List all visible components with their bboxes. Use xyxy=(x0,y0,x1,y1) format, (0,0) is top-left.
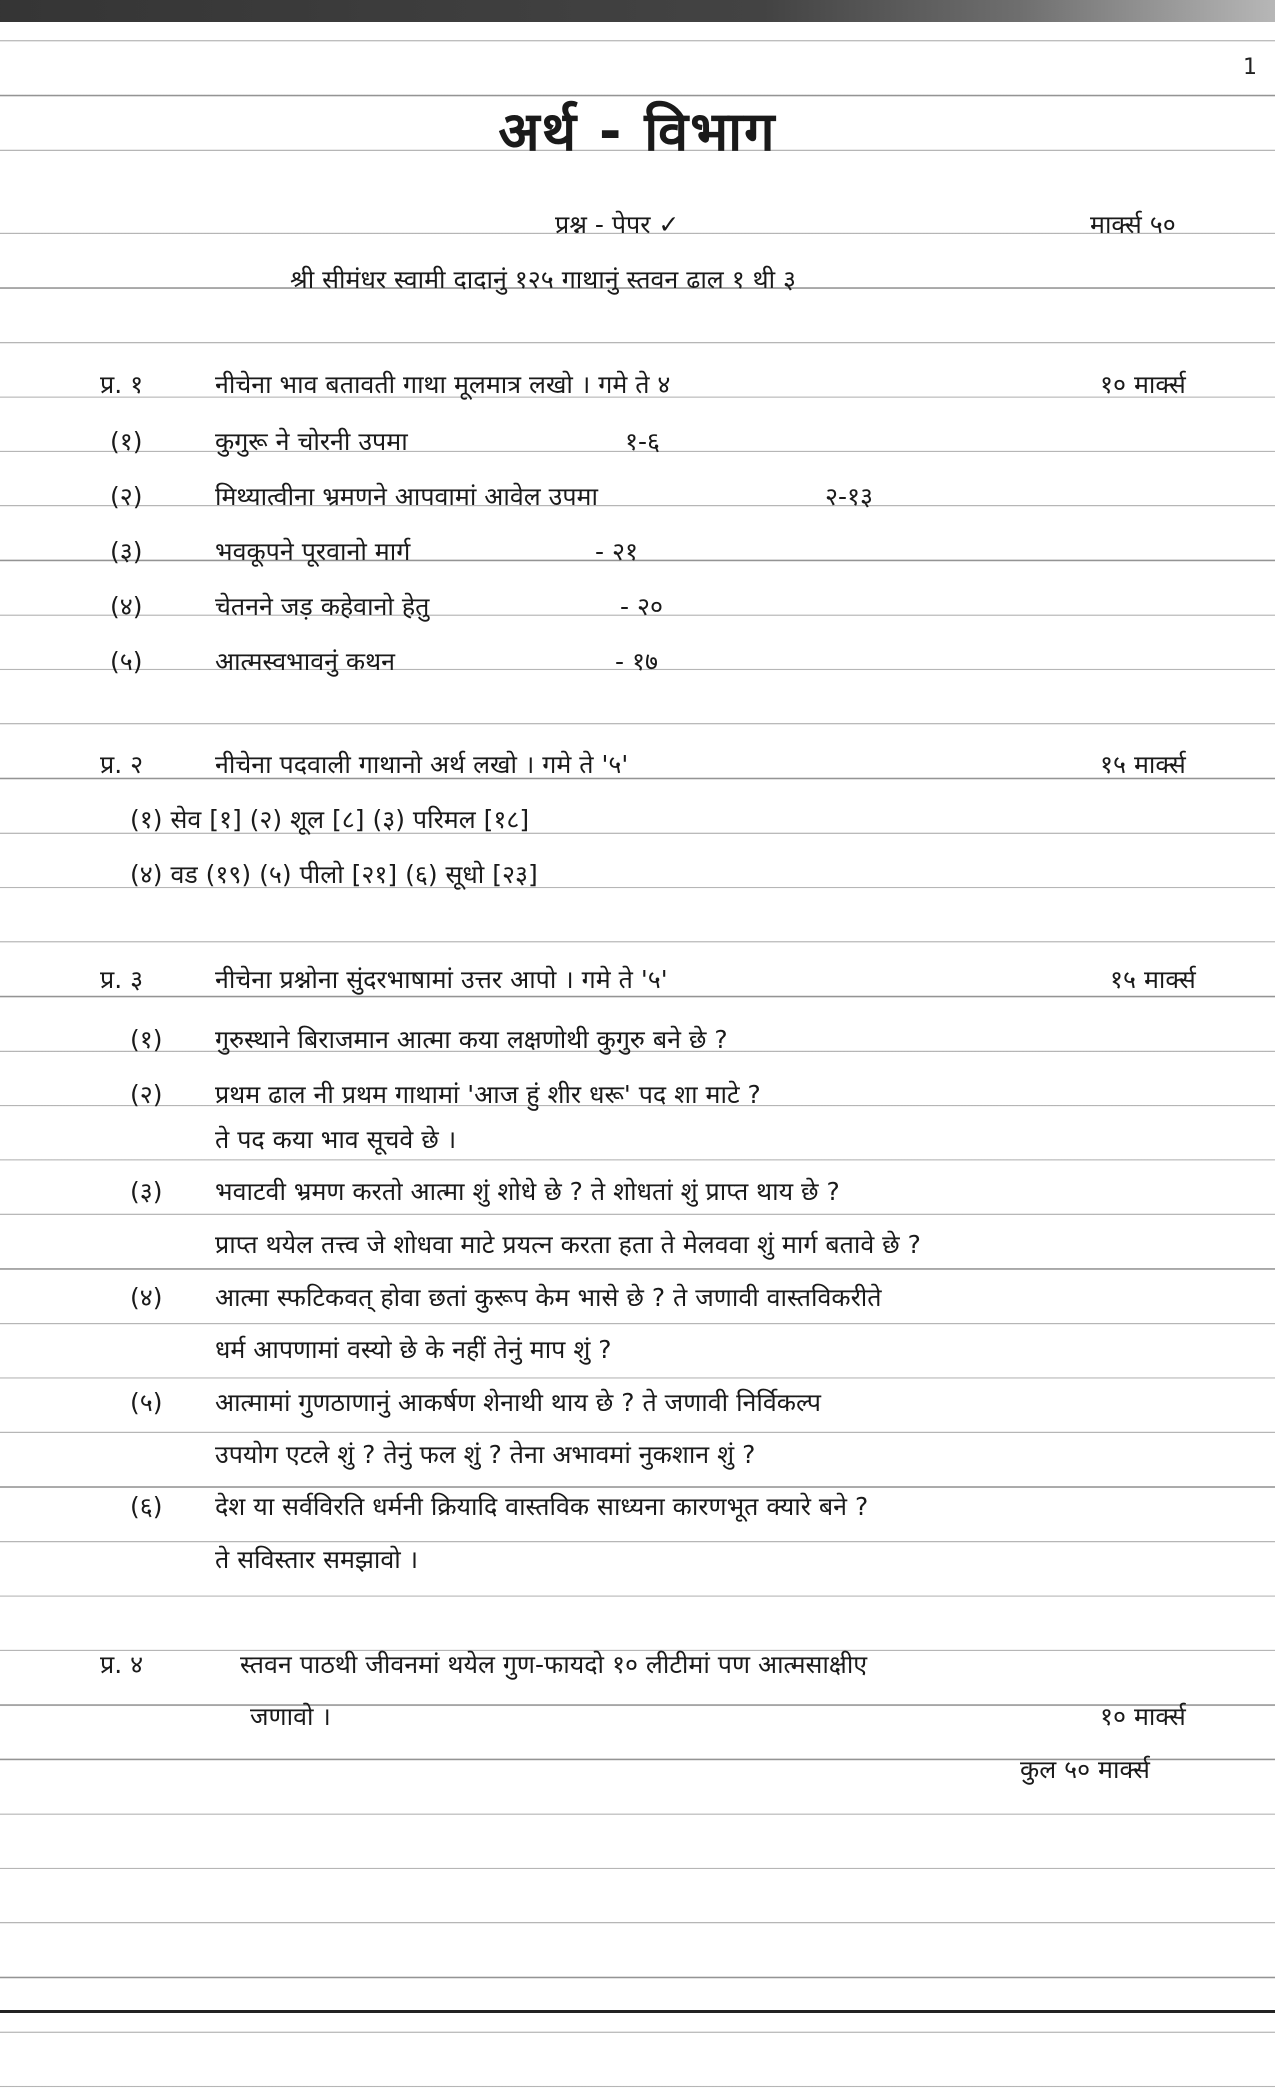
question-2-text: नीचेना पदवाली गाथानो अर्थ लखो । गमे ते '५' xyxy=(215,750,629,779)
item-reference: २-१३ xyxy=(825,482,874,511)
item-text: आत्मस्वभावनुं कथन xyxy=(215,647,395,676)
question-3-item xyxy=(0,1075,1275,1115)
item-text: देश या सर्वविरति धर्मनी क्रियादि वास्तविक साध्यना कारणभूत क्यारे बने ? xyxy=(215,1492,869,1521)
item-text: भवकूपने पूरवानो मार्ग xyxy=(215,537,411,566)
page-title: अर्थ - विभाग xyxy=(498,100,777,163)
question-2-words: (१) सेव [१] (२) शूल [८] (३) परिमल [१८] xyxy=(130,805,530,834)
item-text: भवाटवी भ्रमण करतो आत्मा शुं शोधे छे ? ते शोधतां शुं प्राप्त थाय छे ? xyxy=(215,1177,840,1206)
total-marks: मार्क्स ५० xyxy=(1090,210,1176,239)
question-1-item xyxy=(0,587,1275,627)
question-4-text: स्तवन पाठथी जीवनमां थयेल गुण-फायदो १० लीटीमां पण आत्मसाक्षीए xyxy=(240,1650,868,1679)
grand-total: कुल ५० मार्क्स xyxy=(1020,1755,1150,1784)
question-1-marks: १० मार्क्स xyxy=(1100,370,1186,399)
item-text: कुगुरू ने चोरनी उपमा xyxy=(215,427,408,456)
item-number: (५) xyxy=(110,647,143,676)
item-text: आत्मामां गुणठाणानुं आकर्षण शेनाथी थाय छे ? ते जणावी निर्विकल्प xyxy=(215,1388,821,1417)
question-3-item xyxy=(0,1172,1275,1212)
item-reference: १-६ xyxy=(625,427,661,456)
question-3-item-continued xyxy=(0,1435,1275,1475)
question-3-marks: १५ मार्क्स xyxy=(1110,965,1196,994)
question-1-number: प्र. १ xyxy=(100,370,144,399)
question-3-item-continued xyxy=(0,1540,1275,1580)
paper-subtitle: श्री सीमंधर स्वामी दादानुं १२५ गाथानुं स्तवन ढाल १ थी ३ xyxy=(290,265,797,294)
question-3-item xyxy=(0,1278,1275,1318)
question-1-item xyxy=(0,477,1275,517)
question-1-item xyxy=(0,642,1275,682)
question-3-text: नीचेना प्रश्नोना सुंदरभाषामां उत्तर आपो । गमे ते '५' xyxy=(215,965,668,994)
item-reference: - २० xyxy=(620,592,663,621)
item-number: (२) xyxy=(110,482,143,511)
item-text: मिथ्यात्वीना भ्रमणने आपवामां आवेल उपमा xyxy=(215,482,598,511)
question-1-item xyxy=(0,532,1275,572)
question-2-words: (४) वड (१९) (५) पीलो [२१] (६) सूधो [२३] xyxy=(130,860,538,889)
item-text: आत्मा स्फटिकवत् होवा छतां कुरूप केम भासे छे ? ते जणावी वास्तविकरीते xyxy=(215,1283,882,1312)
item-reference: - २१ xyxy=(595,537,638,566)
question-4-number: प्र. ४ xyxy=(100,1650,144,1679)
question-3-item xyxy=(0,1487,1275,1527)
scan-bottom-edge xyxy=(0,2010,1275,2013)
item-number: (५) xyxy=(130,1388,163,1417)
item-text: प्रथम ढाल नी प्रथम गाथामां 'आज हुं शीर धरू' पद शा माटे ? xyxy=(215,1080,761,1109)
question-1-row xyxy=(0,365,1275,405)
item-text: ते पद कया भाव सूचवे छे । xyxy=(215,1125,457,1154)
paper-header-row xyxy=(0,205,1275,245)
paper-subtitle-row xyxy=(0,260,1275,300)
item-number: (१) xyxy=(110,427,143,456)
question-4-text: जणावो । xyxy=(250,1702,331,1731)
question-2-number: प्र. २ xyxy=(100,750,144,779)
question-3-item-continued xyxy=(0,1120,1275,1160)
item-number: (४) xyxy=(110,592,143,621)
item-text: गुरुस्थाने बिराजमान आत्मा कया लक्षणोथी कुगुरु बने छे ? xyxy=(215,1025,728,1054)
question-2-marks: १५ मार्क्स xyxy=(1100,750,1186,779)
item-number: (३) xyxy=(130,1177,163,1206)
question-2-row xyxy=(0,745,1275,785)
question-3-number: प्र. ३ xyxy=(100,965,144,994)
item-number: (६) xyxy=(130,1492,163,1521)
question-4-row xyxy=(0,1645,1275,1685)
question-3-item xyxy=(0,1383,1275,1423)
question-3-item xyxy=(0,1020,1275,1060)
item-number: (४) xyxy=(130,1283,163,1312)
item-reference: - १७ xyxy=(615,647,658,676)
item-number: (३) xyxy=(110,537,143,566)
item-text: धर्म आपणामां वस्यो छे के नहीं तेनुं माप शुं ? xyxy=(215,1335,612,1364)
page-number: 1 xyxy=(1243,55,1257,80)
item-text: उपयोग एटले शुं ? तेनुं फल शुं ? तेना अभावमां नुकशान शुं ? xyxy=(215,1440,756,1469)
question-4-marks: १० मार्क्स xyxy=(1100,1702,1186,1731)
question-3-row xyxy=(0,960,1275,1000)
question-2-words-line xyxy=(0,855,1275,895)
grand-total-row xyxy=(0,1750,1275,1790)
question-4-continued xyxy=(0,1697,1275,1737)
item-number: (२) xyxy=(130,1080,163,1109)
paper-label: प्रश्न - पेपर ✓ xyxy=(555,210,680,239)
item-number: (१) xyxy=(130,1025,163,1054)
question-1-text: नीचेना भाव बतावती गाथा मूलमात्र लखो । गमे ते ४ xyxy=(215,370,671,399)
question-3-item-continued xyxy=(0,1225,1275,1265)
question-2-words-line xyxy=(0,800,1275,840)
question-3-item-continued xyxy=(0,1330,1275,1370)
question-1-item xyxy=(0,422,1275,462)
item-text: चेतनने जड़ कहेवानो हेतु xyxy=(215,592,430,621)
item-text: ते सविस्तार समझावो । xyxy=(215,1545,419,1574)
scan-top-edge xyxy=(0,0,1275,22)
item-text: प्राप्त थयेल तत्त्व जे शोधवा माटे प्रयत्न करता हता ते मेलववा शुं मार्ग बतावे छे ? xyxy=(215,1230,921,1259)
